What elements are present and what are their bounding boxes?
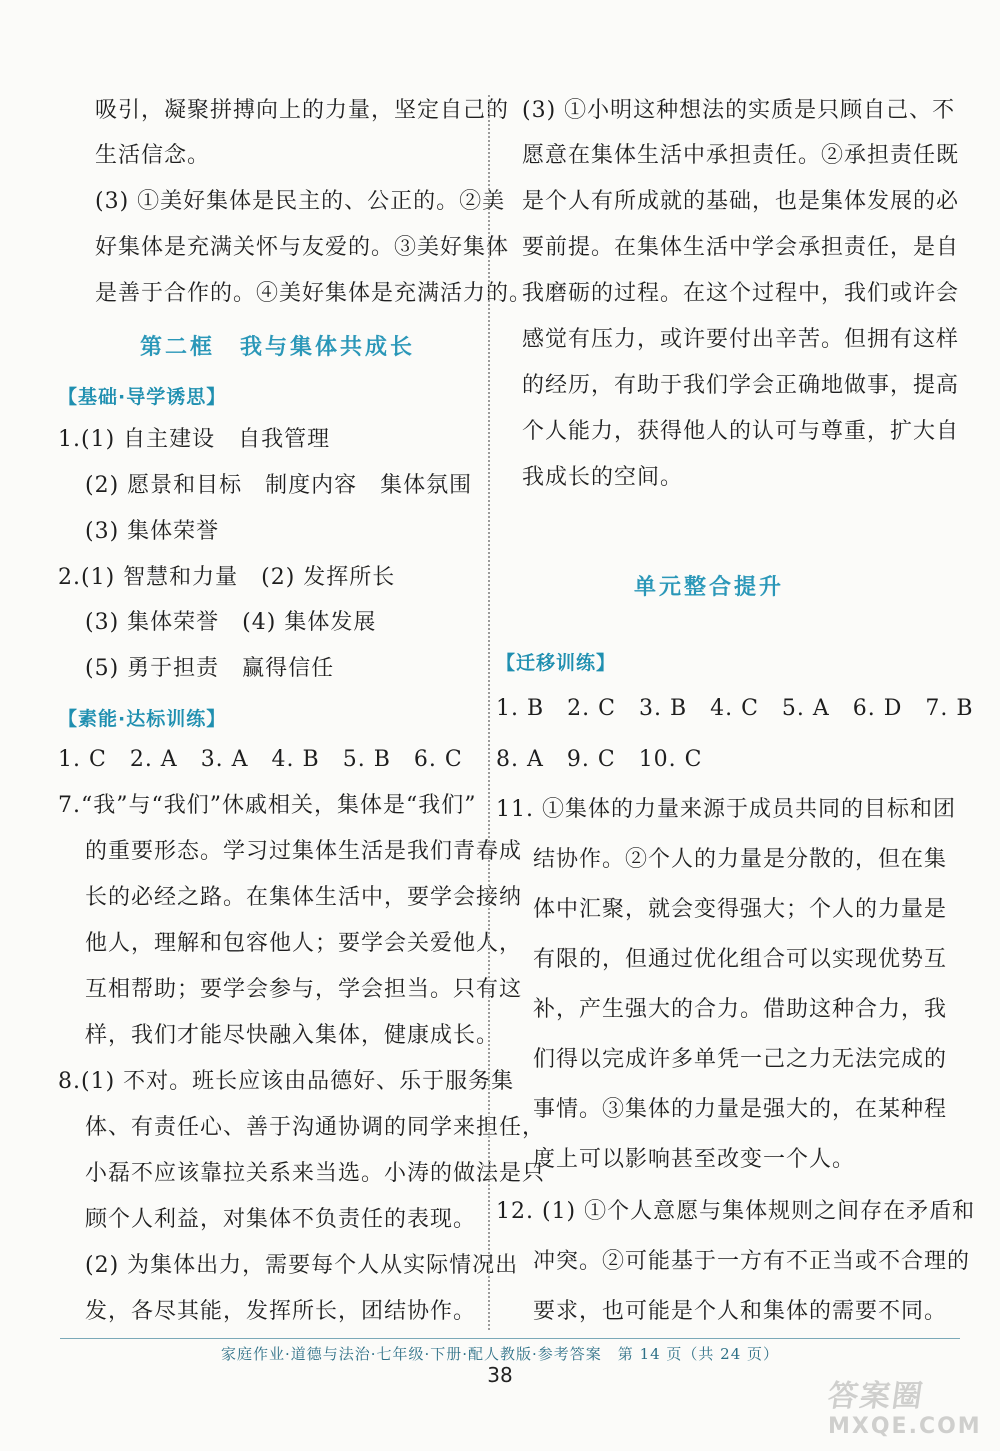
answer-line: 1. C 2. A 3. A 4. B 5. B 6. C [58,747,463,772]
watermark-url: MXQE.COM [828,1414,982,1439]
text-line: (3) ①小明这种想法的实质是只顾自己、不 [522,98,956,123]
answer-line: 1.(1) 自主建设 自我管理 [58,427,331,452]
watermark-title: 答案圈 [825,1379,927,1414]
text-line: 感觉有压力，或许要付出辛苦。但拥有这样 [522,327,960,352]
answer-line: 们得以完成许多单凭一己之力无法完成的 [533,1047,948,1072]
text-line: 是善于合作的。④美好集体是充满活力的。 [95,281,533,306]
answer-line: 顾个人利益，对集体不负责任的表现。 [85,1207,477,1232]
answer-line: 11. ①集体的力量来源于成员共同的目标和团 [496,797,956,822]
text-line: 个人能力，获得他人的认可与尊重，扩大自 [522,419,960,444]
section-tag: 【素能·达标训练】 [58,708,227,730]
section-tag: 【迁移训练】 [496,652,617,674]
text-line: 吸引，凝聚拼搏向上的力量，坚定自己的 [95,98,510,123]
answer-line: 样，我们才能尽快融入集体，健康成长。 [85,1023,500,1048]
answer-line: 长的必经之路。在集体生活中，要学会接纳 [85,885,523,910]
answer-line: 结协作。②个人的力量是分散的，但在集 [533,847,948,872]
watermark-logo [825,1379,990,1446]
answer-line: 互相帮助；要学会参与，学会担当。只有这 [85,977,523,1002]
text-line: (3) ①美好集体是民主的、公正的。②美 [95,189,506,214]
text-line: 我磨砺的过程。在这个过程中，我们或许会 [522,281,960,306]
answer-line: (3) 集体荣誉 [85,519,220,544]
answer-line: 8. A 9. C 10. C [496,747,703,772]
footer-text: 家庭作业·道德与法治·七年级·下册·配人教版·参考答案 第 14 页（共 24 页） [220,1345,780,1363]
answer-line: 要求，也可能是个人和集体的需要不同。 [533,1299,948,1324]
text-line: 生活信念。 [95,143,211,168]
answer-line: 小磊不应该靠拉关系来当选。小涛的做法是只 [85,1161,546,1186]
answer-line: 冲突。②可能基于一方有不正当或不合理的 [533,1249,971,1274]
answer-line: 体中汇聚，就会变得强大；个人的力量是 [533,897,948,922]
answer-line: 1. B 2. C 3. B 4. C 5. A 6. D 7. B [496,696,974,721]
answer-line: 度上可以影响甚至改变一个人。 [533,1147,856,1172]
answer-line: 他人，理解和包容他人；要学会关爱他人， [85,931,523,956]
answer-line: 的重要形态。学习过集体生活是我们青春成 [85,839,523,864]
answer-line: 2.(1) 智慧和力量 (2) 发挥所长 [58,565,396,590]
section-title: 第二框 我与集体共成长 [140,335,416,360]
text-line: 我成长的空间。 [522,465,684,490]
text-line: 是个人有所成就的基础，也是集体发展的必 [522,189,960,214]
answer-line: 体、有责任心、善于沟通协调的同学来担任， [85,1115,546,1140]
text-line: 要前提。在集体生活中学会承担责任，是自 [522,235,960,260]
answer-line: 有限的，但通过优化组合可以实现优势互 [533,947,948,972]
answer-line: (5) 勇于担责 赢得信任 [85,656,335,681]
section-title: 单元整合提升 [634,575,785,600]
answer-line: 7.“我”与“我们”休戚相关，集体是“我们” [58,793,477,818]
answer-line: 发，各尽其能，发挥所长，团结协作。 [85,1299,477,1324]
page-number: 38 [487,1363,513,1387]
answer-line: 12. (1) ①个人意愿与集体规则之间存在矛盾和 [496,1199,976,1224]
text-line: 愿意在集体生活中承担责任。②承担责任既 [522,143,960,168]
answer-line: 8.(1) 不对。班长应该由品德好、乐于服务集 [58,1069,515,1094]
text-line: 的经历，有助于我们学会正确地做事，提高 [522,373,960,398]
answer-line: 事情。③集体的力量是强大的，在某种程 [533,1097,948,1122]
answer-line: (2) 愿景和目标 制度内容 集体氛围 [85,473,473,498]
footer-rule [60,1338,960,1339]
column-divider [488,95,490,1330]
text-line: 好集体是充满关怀与友爱的。③美好集体 [95,235,510,260]
answer-line: (2) 为集体出力，需要每个人从实际情况出 [85,1253,519,1278]
answer-line: 补，产生强大的合力。借助这种合力，我 [533,997,948,1022]
answer-line: (3) 集体荣誉 (4) 集体发展 [85,610,377,635]
section-tag: 【基础·导学诱思】 [58,386,227,408]
